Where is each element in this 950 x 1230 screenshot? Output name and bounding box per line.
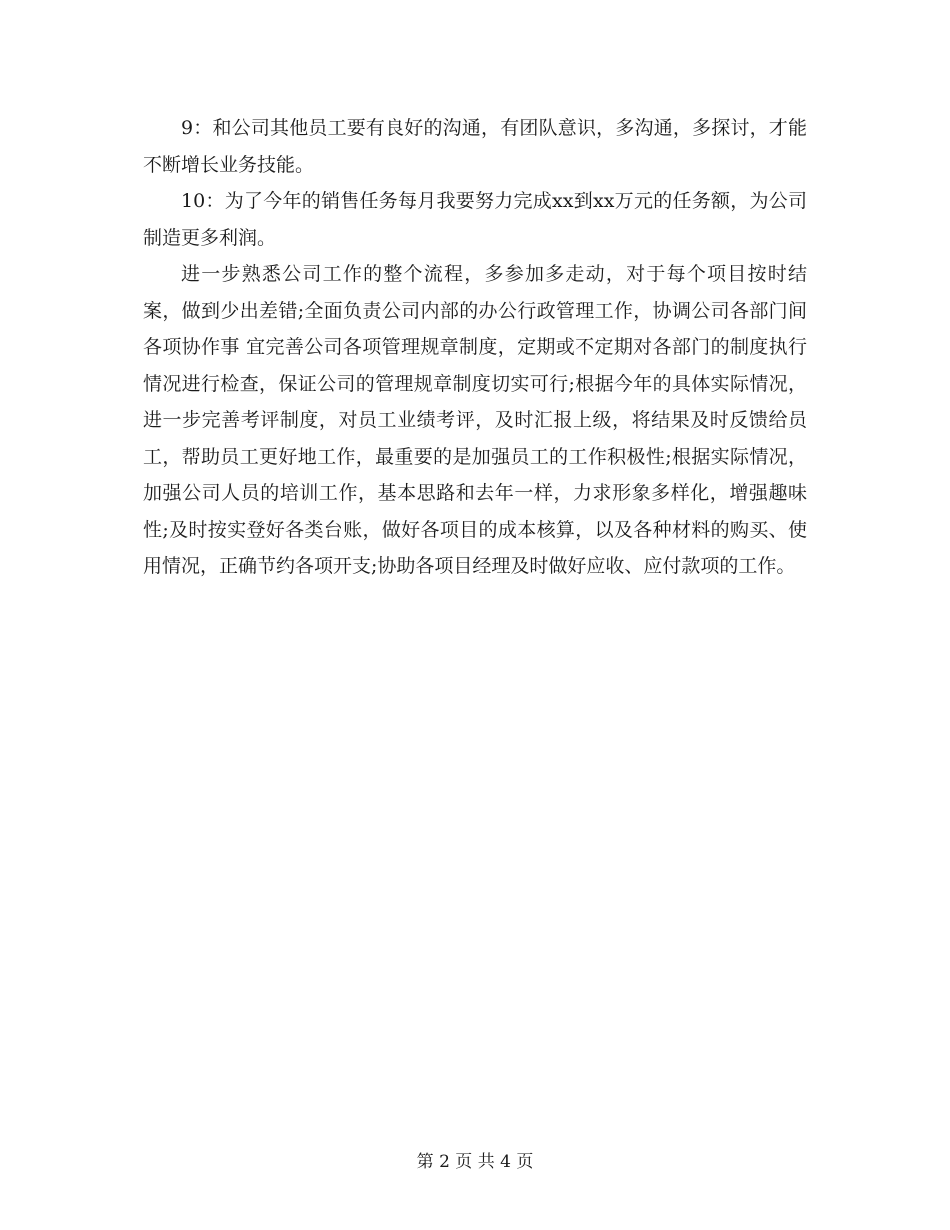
paragraph-item-9: 9：和公司其他员工要有良好的沟通，有团队意识，多沟通，多探讨，才能不断增长业务技能。 <box>143 117 807 176</box>
document-body <box>143 110 807 585</box>
page-number-footer: 第 2 页 共 4 页 <box>416 1152 534 1172</box>
paragraph-work-plan: 进一步熟悉公司工作的整个流程，多参加多走动，对于每个项目按时结案，做到少出差错;全面负责公司内部的办公行政管理工作，协调公司各部门间各项协作事 宜完善公司各项管理规章制度，定期或不定期对各部门的制度执行情况进行检查，保证公司的管理规章制度切实可行;根据今年的具体实际情况，进一步完善考评制度，对员工业绩考评，及时汇报上级，将结果及时反馈给员工，帮助员工更好地工作，最重要的是加强员工的工作积极性;根据实际情况，加强公司人员的培训工作，基本思路和去年一样，力求形象多样化，增强趣味性;及时按实登好各类台账，做好各项目的成本核算，以及各种材料的购买、使用情况，正确节约各项开支;协助各项目经理及时做好应收、应付款项的工作。 <box>143 263 807 577</box>
paragraph-item-10: 10：为了今年的销售任务每月我要努力完成xx到xx万元的任务额，为公司制造更多利润。 <box>143 190 807 249</box>
